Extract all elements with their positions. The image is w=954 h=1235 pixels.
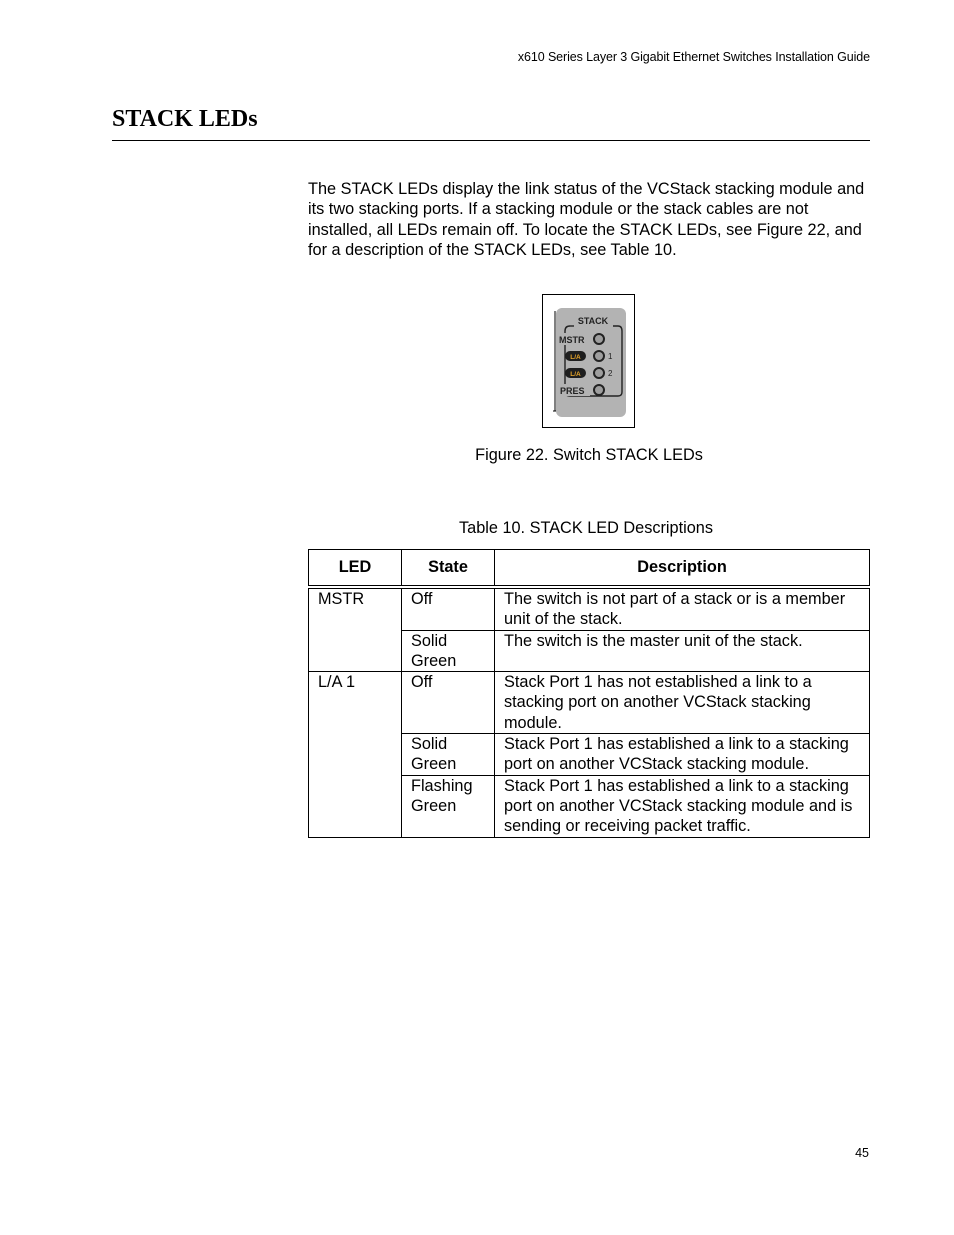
description-cell: Stack Port 1 has established a link to a stacking port on another VCStack stacking module.	[495, 734, 870, 776]
mstr-led-icon	[594, 334, 604, 344]
stack-led-panel-illustration	[543, 295, 636, 429]
header-state: State	[402, 550, 495, 588]
led-cell: L/A 1	[309, 672, 402, 837]
table-row	[309, 587, 870, 630]
stack-label: STACK	[577, 316, 609, 326]
la1-led-icon	[594, 351, 604, 361]
description-cell: The switch is the master unit of the stack.	[495, 630, 870, 672]
table-row	[309, 672, 870, 734]
state-cell: Solid Green	[402, 734, 495, 776]
description-cell: Stack Port 1 has established a link to a stacking port on another VCStack stacking module and is sending or receiving packet traffic.	[495, 775, 870, 837]
figure-caption: Figure 22. Switch STACK LEDs	[475, 446, 703, 464]
description-cell: Stack Port 1 has not established a link to a stacking port on another VCStack stacking module.	[495, 672, 870, 734]
intro-paragraph: The STACK LEDs display the link status of the VCStack stacking module and its two stacking ports. If a stacking module or the stack cables are not installed, all LEDs remain off. To locate the STACK LEDs, see Figure 22, and for a description of the STACK LEDs, see Table 10.	[308, 180, 865, 259]
stack-leds-figure	[542, 294, 635, 428]
port2-label: 2	[608, 369, 613, 378]
page-number: 45	[855, 1146, 869, 1160]
la2-led-icon	[594, 368, 604, 378]
mstr-label: MSTR	[559, 335, 585, 345]
led-cell: MSTR	[309, 587, 402, 672]
description-cell: The switch is not part of a stack or is a member unit of the stack.	[495, 587, 870, 630]
section-title: STACK LEDs	[112, 106, 258, 132]
la1-label: L/A	[570, 354, 581, 361]
state-cell: Off	[402, 672, 495, 734]
table-header-row	[309, 550, 870, 588]
port1-label: 1	[608, 352, 613, 361]
header-led: LED	[309, 550, 402, 588]
title-rule	[112, 140, 870, 141]
state-cell: Flashing Green	[402, 775, 495, 837]
pres-label: PRES	[560, 386, 585, 396]
stack-led-table	[308, 549, 870, 838]
running-header: x610 Series Layer 3 Gigabit Ethernet Switches Installation Guide	[517, 50, 870, 64]
state-cell: Off	[402, 587, 495, 630]
la2-label: L/A	[570, 371, 581, 378]
header-description: Description	[495, 550, 870, 588]
pres-led-icon	[594, 385, 604, 395]
state-cell: Solid Green	[402, 630, 495, 672]
table-caption: Table 10. STACK LED Descriptions	[459, 519, 713, 537]
